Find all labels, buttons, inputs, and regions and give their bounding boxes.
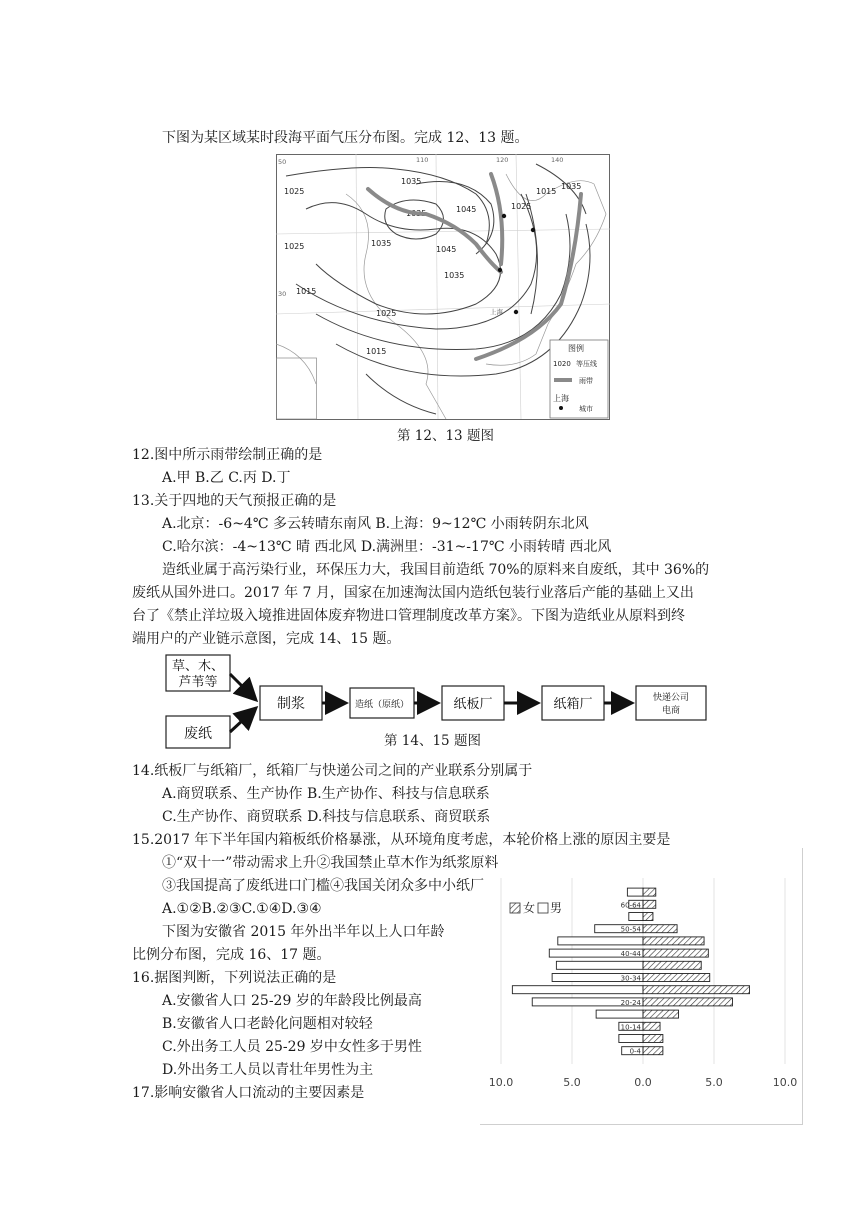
svg-text:1025: 1025 bbox=[284, 242, 305, 251]
sea-level-pressure-map bbox=[276, 154, 610, 420]
category-label: 60-64 bbox=[620, 901, 641, 910]
end-user-line-1: 快递公司 bbox=[652, 693, 690, 703]
svg-text:1015: 1015 bbox=[366, 347, 387, 356]
passage-line-3: 台了《禁止洋垃圾入境推进固体废弃物进口管理制度改革方案》。下图为造纸业从原料到终 bbox=[132, 608, 685, 624]
x-tick-label: 5.0 bbox=[563, 1076, 581, 1089]
bar-male-10-14 bbox=[643, 1022, 660, 1030]
passage-line-4: 端用户的产业链示意图，完成 14、15 题。 bbox=[132, 631, 401, 647]
bar-female-35-39 bbox=[556, 961, 643, 969]
flow-caption: 第 14、15 题图 bbox=[384, 733, 481, 749]
q12-stem: 12.图中所示雨带绘制正确的是 bbox=[132, 447, 323, 463]
box-factory-box: 纸箱厂 bbox=[553, 697, 593, 712]
svg-text:30: 30 bbox=[278, 290, 287, 298]
legend-isobar-label: 等压线 bbox=[576, 360, 597, 368]
svg-text:1025: 1025 bbox=[376, 309, 397, 318]
passage-line-1: 造纸业属于高污染行业，环保压力大，我国目前造纸 70%的原料来自废纸，其中 36%的 bbox=[162, 562, 710, 578]
pyramid-svg bbox=[480, 848, 802, 1124]
q15-options: A.①②B.②③C.①④D.③④ bbox=[162, 901, 322, 917]
bar-female-45-49 bbox=[558, 937, 643, 945]
bar-male-45-49 bbox=[643, 937, 704, 945]
population-pyramid-chart bbox=[480, 848, 803, 1125]
x-tick-label: 5.0 bbox=[705, 1076, 723, 1089]
q12-options: A.甲 B.乙 C.丙 D.丁 bbox=[162, 470, 291, 486]
q14-options-1: A.商贸联系、生产协作 B.生产协作、科技与信息联系 bbox=[162, 786, 490, 802]
raw-materials-line-1: 草、木、 bbox=[171, 659, 225, 674]
svg-text:1035: 1035 bbox=[406, 209, 427, 218]
svg-text:1045: 1045 bbox=[436, 245, 457, 254]
bar-female-15-19 bbox=[596, 1010, 643, 1018]
pulping-box: 制浆 bbox=[277, 696, 305, 712]
svg-text:1035: 1035 bbox=[371, 239, 392, 248]
x-tick-label: 10.0 bbox=[772, 1076, 798, 1089]
bar-male-50-54 bbox=[643, 925, 677, 933]
category-label: 0-4 bbox=[629, 1047, 641, 1056]
x-tick-label: 0.0 bbox=[634, 1076, 652, 1089]
svg-text:1035: 1035 bbox=[444, 271, 465, 280]
svg-text:1035: 1035 bbox=[561, 182, 582, 191]
legend-city-name: 上海 bbox=[553, 394, 569, 403]
category-label: 50-54 bbox=[620, 925, 641, 934]
intro-text: 下图为某区域某时段海平面气压分布图。完成 12、13 题。 bbox=[162, 130, 529, 146]
svg-text:1025: 1025 bbox=[511, 202, 532, 211]
bar-female-55-59 bbox=[629, 913, 643, 921]
q16-option-a: A.安徽省人口 25-29 岁的年龄段比例最高 bbox=[162, 993, 422, 1009]
bar-male-20-24 bbox=[643, 998, 732, 1006]
q13-options-1: A.北京：-6~4℃ 多云转晴东南风 B.上海：9~12℃ 小雨转阴东北风 bbox=[162, 516, 589, 532]
q16-option-c: C.外出务工人员 25-29 岁中女性多于男性 bbox=[162, 1039, 422, 1055]
map-caption: 第 12、13 题图 bbox=[397, 428, 494, 444]
waste-paper-box: 废纸 bbox=[184, 726, 212, 742]
category-label: 10-14 bbox=[620, 1023, 641, 1032]
legend-isobar-value: 1020 bbox=[553, 360, 571, 368]
bar-male-0-4 bbox=[643, 1047, 663, 1055]
svg-text:1015: 1015 bbox=[296, 287, 317, 296]
bar-male-5-9 bbox=[643, 1035, 663, 1043]
legend-title: 图例 bbox=[568, 344, 584, 353]
q14-stem: 14.纸板厂与纸箱厂，纸箱厂与快递公司之间的产业联系分别属于 bbox=[132, 763, 533, 779]
legend-rainband-label: 雨带 bbox=[579, 377, 593, 385]
q17-stem: 17.影响安徽省人口流动的主要因素是 bbox=[132, 1085, 365, 1101]
bar-female-25-29 bbox=[512, 986, 643, 994]
svg-text:1015: 1015 bbox=[536, 187, 557, 196]
q13-stem: 13.关于四地的天气预报正确的是 bbox=[132, 493, 337, 509]
q16-option-b: B.安徽省人口老龄化问题相对较轻 bbox=[162, 1016, 373, 1032]
pyramid-intro-1: 下图为安徽省 2015 年外出半年以上人口年龄 bbox=[162, 924, 445, 940]
bar-male-35-39 bbox=[643, 961, 701, 969]
q15-stem: 15.2017 年下半年国内箱板纸价格暴涨，从环境角度考虑，本轮价格上涨的原因主要是 bbox=[132, 832, 671, 848]
legend-city-label: 城市 bbox=[579, 405, 593, 413]
svg-text:1045: 1045 bbox=[456, 205, 477, 214]
svg-text:140: 140 bbox=[551, 156, 564, 164]
category-label: 20-24 bbox=[620, 998, 641, 1007]
category-label: 40-44 bbox=[620, 950, 641, 959]
q14-options-2: C.生产协作、商贸联系 D.科技与信息联系、商贸联系 bbox=[162, 809, 491, 825]
bar-male-65+ bbox=[643, 888, 656, 896]
city-label-shanghai: 上海 bbox=[490, 308, 503, 316]
raw-materials-line-2: 芦苇等 bbox=[178, 675, 218, 690]
bar-male-25-29 bbox=[643, 986, 750, 994]
q16-stem: 16.据图判断，下列说法正确的是 bbox=[132, 970, 337, 986]
bar-male-30-34 bbox=[643, 974, 710, 982]
paper-making-box: 造纸（原纸） bbox=[354, 700, 410, 710]
pyramid-intro-2: 比例分布图，完成 16、17 题。 bbox=[132, 947, 331, 963]
svg-text:1025: 1025 bbox=[284, 187, 305, 196]
legend-male: 男 bbox=[550, 901, 563, 915]
passage-line-2: 废纸从国外进口。2017 年 7 月，国家在加速淘汰国内造纸包装行业落后产能的基础上又出 bbox=[132, 585, 694, 601]
x-tick-label: 10.0 bbox=[488, 1076, 514, 1089]
pyramid-legend bbox=[510, 901, 562, 915]
svg-text:120: 120 bbox=[496, 156, 509, 164]
bar-female-5-9 bbox=[619, 1035, 643, 1043]
svg-text:50: 50 bbox=[278, 158, 287, 166]
q15-item-2: ③我国提高了废纸进口门槛④我国关闭众多中小纸厂 bbox=[162, 878, 484, 894]
bar-male-15-19 bbox=[643, 1010, 679, 1018]
map-legend bbox=[550, 340, 608, 418]
bar-male-55-59 bbox=[643, 913, 653, 921]
bar-female-65+ bbox=[627, 888, 643, 896]
q16-option-d: D.外出务工人员以青壮年男性为主 bbox=[162, 1062, 374, 1078]
category-label: 30-34 bbox=[620, 974, 641, 983]
q15-item-1: ①“双十一”带动需求上升②我国禁止草木作为纸浆原料 bbox=[162, 855, 499, 871]
svg-text:110: 110 bbox=[416, 156, 429, 164]
board-factory-box: 纸板厂 bbox=[453, 697, 493, 712]
q13-options-2: C.哈尔滨：-4~13℃ 晴 西北风 D.满洲里：-31~-17℃ 小雨转晴 西北风 bbox=[162, 539, 612, 555]
bar-male-60-64 bbox=[643, 900, 656, 908]
svg-text:1035: 1035 bbox=[401, 177, 422, 186]
legend-female: 女 bbox=[523, 901, 536, 915]
end-user-line-2: 电商 bbox=[661, 706, 681, 716]
bar-male-40-44 bbox=[643, 949, 708, 957]
